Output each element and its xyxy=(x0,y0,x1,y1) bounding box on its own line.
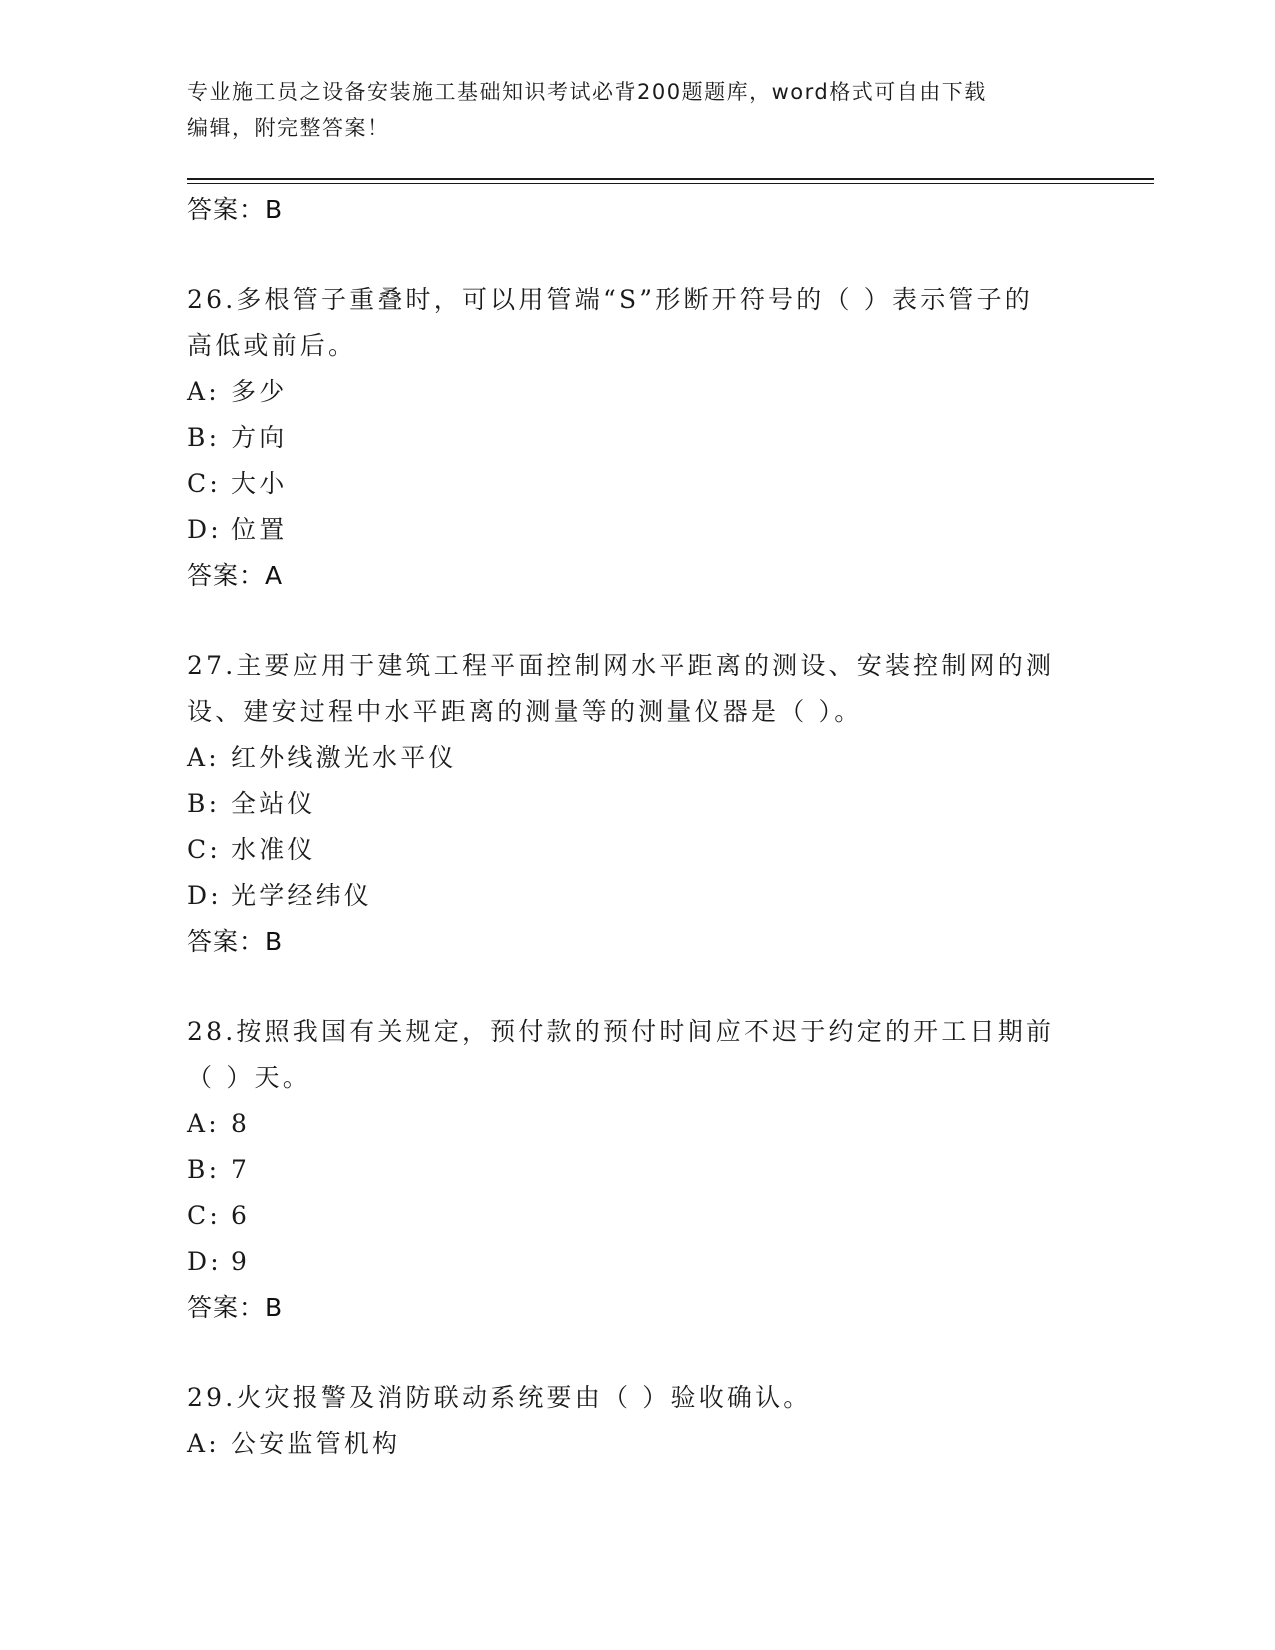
option-text: 6 xyxy=(231,1201,251,1230)
header-line-1: 专业施工员之设备安装施工基础知识考试必背200题题库，word格式可自由下载 xyxy=(187,80,987,104)
option-d xyxy=(187,507,1087,553)
question-stem-line: 26.多根管子重叠时，可以用管端“S”形断开符号的（ ）表示管子的 xyxy=(187,285,1033,314)
option-d xyxy=(187,1239,1087,1285)
option-text: 9 xyxy=(231,1247,251,1276)
option-a xyxy=(187,1421,1087,1467)
option-key: A: xyxy=(187,743,220,772)
question-26 xyxy=(187,277,1087,599)
option-key: A: xyxy=(187,1109,220,1138)
option-a xyxy=(187,369,1087,415)
option-c xyxy=(187,1193,1087,1239)
question-29 xyxy=(187,1375,1087,1467)
answer-line: 答案：B xyxy=(187,927,284,956)
option-key: B: xyxy=(187,789,221,818)
option-text: 红外线激光水平仪 xyxy=(231,743,457,772)
header-divider-thin xyxy=(187,183,1154,184)
option-text: 公安监管机构 xyxy=(231,1429,401,1458)
option-key: D: xyxy=(187,881,222,910)
option-key: C: xyxy=(187,469,221,498)
option-a xyxy=(187,735,1087,781)
option-b xyxy=(187,415,1087,461)
option-b xyxy=(187,1147,1087,1193)
option-key: D: xyxy=(187,1247,222,1276)
option-text: 7 xyxy=(231,1155,251,1184)
option-d xyxy=(187,873,1087,919)
option-text: 光学经纬仪 xyxy=(231,881,373,910)
option-c xyxy=(187,827,1087,873)
page-header xyxy=(187,74,1087,146)
question-stem-line: 27.主要应用于建筑工程平面控制网水平距离的测设、安装控制网的测 xyxy=(187,651,1055,680)
option-text: 大小 xyxy=(231,469,288,498)
question-stem xyxy=(187,1375,1087,1421)
option-key: C: xyxy=(187,1201,221,1230)
question-stem xyxy=(187,643,1087,735)
option-key: B: xyxy=(187,423,221,452)
document-body xyxy=(187,187,1087,1467)
question-stem-line: 设、建安过程中水平距离的测量等的测量仪器是（ ）。 xyxy=(187,697,863,726)
question-27 xyxy=(187,643,1087,965)
question-stem-line: 高低或前后。 xyxy=(187,331,357,360)
option-b xyxy=(187,781,1087,827)
question-stem xyxy=(187,1009,1087,1101)
option-text: 方向 xyxy=(231,423,288,452)
question-28 xyxy=(187,1009,1087,1331)
option-text: 水准仪 xyxy=(231,835,316,864)
header-divider-thick xyxy=(187,178,1154,180)
answer-line: 答案：B xyxy=(187,195,284,224)
question-stem-line: 28.按照我国有关规定，预付款的预付时间应不迟于约定的开工日期前 xyxy=(187,1017,1055,1046)
option-c xyxy=(187,461,1087,507)
answer-line: 答案：A xyxy=(187,561,284,590)
option-text: 位置 xyxy=(231,515,288,544)
header-line-2: 编辑，附完整答案！ xyxy=(187,116,390,140)
option-key: C: xyxy=(187,835,221,864)
question-stem-line: 29.火灾报警及消防联动系统要由（ ）验收确认。 xyxy=(187,1383,812,1412)
option-text: 多少 xyxy=(231,377,288,406)
option-key: B: xyxy=(187,1155,221,1184)
option-key: A: xyxy=(187,1429,220,1458)
option-key: A: xyxy=(187,377,220,406)
option-key: D: xyxy=(187,515,222,544)
question-stem xyxy=(187,277,1087,369)
option-a xyxy=(187,1101,1087,1147)
answer-line: 答案：B xyxy=(187,1293,284,1322)
question-stem-line: （ ）天。 xyxy=(187,1063,311,1092)
option-text: 8 xyxy=(231,1109,251,1138)
option-text: 全站仪 xyxy=(231,789,316,818)
